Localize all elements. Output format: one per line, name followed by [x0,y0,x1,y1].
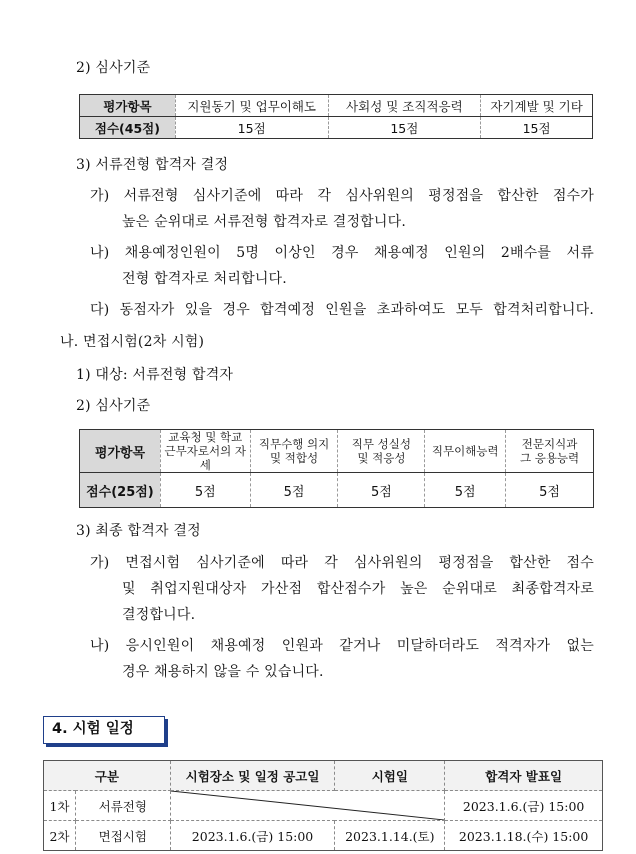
table-header-cell: 지원동기 및 업무이해도 [175,95,328,117]
table-row [80,473,594,508]
paragraph: 결정합니다. [122,607,196,623]
header-line: 직무 성실성 [351,437,411,451]
table-header-cell: 구분 [44,761,171,791]
paragraph: 가) 면접시험 심사기준에 따라 각 심사위원의 평정점을 합산한 점수 [90,555,594,571]
header-line: 근무자로서의 자세 [164,444,246,472]
table-header-cell: 평가항목 [80,430,161,473]
table-cell: 5점 [338,473,425,508]
table-header-cell: 사회성 및 조직적응력 [328,95,481,117]
table-header-cell [506,430,594,473]
paragraph: 나) 응시인원이 채용예정 인원과 같거나 미달하더라도 적격자가 없는 [90,638,594,654]
table-row [80,117,593,139]
table-cell: 2023.1.14.(토) [335,821,445,851]
table-cell: 2차 [44,821,76,851]
paragraph: 높은 순위대로 서류전형 합격자로 결정합니다. [122,214,407,230]
table-row [80,95,593,117]
table-cell: 5점 [506,473,594,508]
table-cell: 15점 [175,117,328,139]
header-line: 교육청 및 학교 [168,430,243,444]
table-header-cell: 시험장소 및 일정 공고일 [170,761,335,791]
paragraph: 다) 동점자가 있을 경우 합격예정 인원을 초과하여도 모두 합격처리합니다. [90,302,594,318]
criteria-heading-1: 2) 심사기준 [76,60,151,76]
paragraph: 나) 채용예정인원이 5명 이상인 경우 채용예정 인원의 2배수를 서류 [90,245,594,261]
table-cell: 점수(45점) [80,117,176,139]
header-line: 전문지식과 [521,437,578,451]
paragraph: 1) 대상: 서류전형 합격자 [76,367,234,383]
table-row [44,791,603,821]
table-cell: 서류전형 [75,791,170,821]
header-line: 및 적합성 [270,451,319,465]
header-line: 직무수행 의지 [258,437,330,451]
paragraph: 가) 서류전형 심사기준에 따라 각 심사위원의 평정점을 합산한 점수가 [90,188,594,204]
paragraph: 3) 서류전형 합격자 결정 [76,157,229,173]
table-row [44,761,603,791]
table-cell: 2023.1.6.(금) 15:00 [445,791,603,821]
diagonal-line [171,791,445,820]
diagonal-cell [170,791,445,821]
table-header-cell [160,430,250,473]
table-cell: 5점 [250,473,338,508]
table-header-cell [425,430,506,473]
table-cell: 면접시험 [75,821,170,851]
table-cell: 1차 [44,791,76,821]
table-header-cell: 자기계발 및 기타 [481,95,593,117]
table-cell: 15점 [481,117,593,139]
table-header-cell: 합격자 발표일 [445,761,603,791]
section-title: 4. 시험 일정 [43,716,165,744]
paragraph: 및 취업지원대상자 가산점 합산점수가 높은 순위대로 최종합격자로 [122,581,594,597]
paragraph: 전형 합격자로 처리합니다. [122,271,287,287]
header-line: 직무이해능력 [431,444,499,458]
interview-criteria-table [79,429,594,508]
table-header-cell: 시험일 [335,761,445,791]
table-cell: 점수(25점) [80,473,161,508]
table-cell: 2023.1.18.(수) 15:00 [445,821,603,851]
table-cell: 5점 [160,473,250,508]
header-line: 및 적응성 [357,451,406,465]
table-row [44,821,603,851]
table-header-cell [338,430,425,473]
table-cell: 5점 [425,473,506,508]
document-criteria-table [79,94,593,139]
criteria-heading-2: 2) 심사기준 [76,398,151,414]
table-header-cell: 평가항목 [80,95,176,117]
paragraph: 경우 채용하지 않을 수 있습니다. [122,664,324,680]
exam-schedule-table [43,760,603,851]
subsection-title: 나. 면접시험(2차 시험) [60,334,205,350]
table-cell: 15점 [328,117,481,139]
table-header-cell [250,430,338,473]
table-cell: 2023.1.6.(금) 15:00 [170,821,335,851]
table-row [80,430,594,473]
paragraph: 3) 최종 합격자 결정 [76,523,201,539]
header-line: 그 응용능력 [519,451,580,465]
